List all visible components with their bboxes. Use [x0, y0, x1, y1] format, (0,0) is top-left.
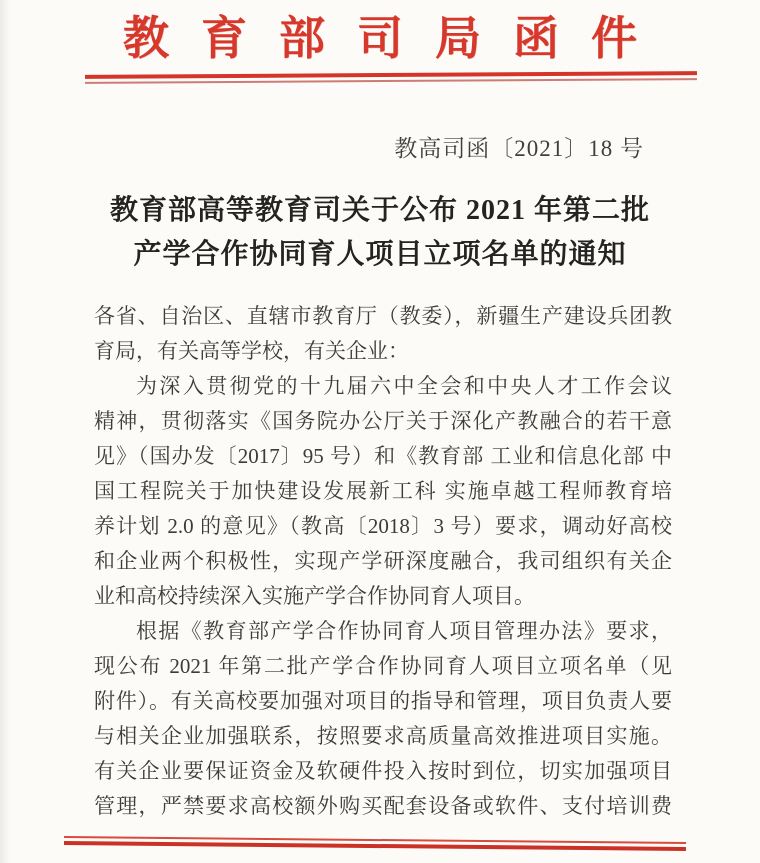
letterhead-title: 教育部司局函件: [123, 13, 669, 64]
body-text-line: 为深入贯彻党的十九届六中全会和中央人才工作会议: [136, 374, 672, 398]
body-text-line: 有关企业要保证资金及软硬件投入按时到位，切实加强项目: [94, 759, 672, 783]
document-title-line: 教育部高等教育司关于公布 2021 年第二批: [109, 195, 650, 226]
body-text-line: 各省、自治区、直辖市教育厅（教委），新疆生产建设兵团教: [94, 304, 672, 328]
body-text-line: 养计划 2.0 的意见》（教高〔2018〕3 号）要求，调动好高校: [94, 514, 672, 538]
document-body: [94, 299, 672, 824]
body-text-line: 现公布 2021 年第二批产学合作协同育人项目立项名单（见: [94, 654, 672, 678]
body-text-line: 与相关企业加强联系，按照要求高质量高效推进项目实施。: [94, 724, 672, 748]
document-title: [0, 189, 760, 277]
body-text-line: 国工程院关于加快建设发展新工科 实施卓越工程师教育培: [94, 479, 672, 503]
body-text-line: 和企业两个积极性，实现产学研深度融合，我司组织有关企: [94, 549, 672, 573]
letterhead-rule: [85, 71, 697, 84]
footer-rule: [64, 836, 686, 851]
body-text-line: 育局，有关高等学校，有关企业：: [94, 339, 409, 363]
body-text-line: 根据《教育部产学合作协同育人项目管理办法》要求，: [136, 619, 672, 643]
letterhead-rule-thin: [85, 78, 697, 84]
body-text-line: 管理，严禁要求高校额外购买配套设备或软件、支付培训费: [94, 794, 672, 818]
document-number: 教高司函〔2021〕18 号: [394, 136, 644, 161]
document-title-line: 产学合作协同育人项目立项名单的通知: [133, 239, 627, 270]
body-text-line: 附件）。有关高校要加强对项目的指导和管理，项目负责人要: [94, 689, 672, 713]
body-text-line: 见》（国办发〔2017〕95 号）和《教育部 工业和信息化部 中: [94, 444, 672, 468]
body-text-line: 业和高校持续深入实施产学合作协同育人项目。: [94, 584, 535, 608]
body-text-line: 精神，贯彻落实《国务院办公厅关于深化产教融合的若干意: [94, 409, 672, 433]
